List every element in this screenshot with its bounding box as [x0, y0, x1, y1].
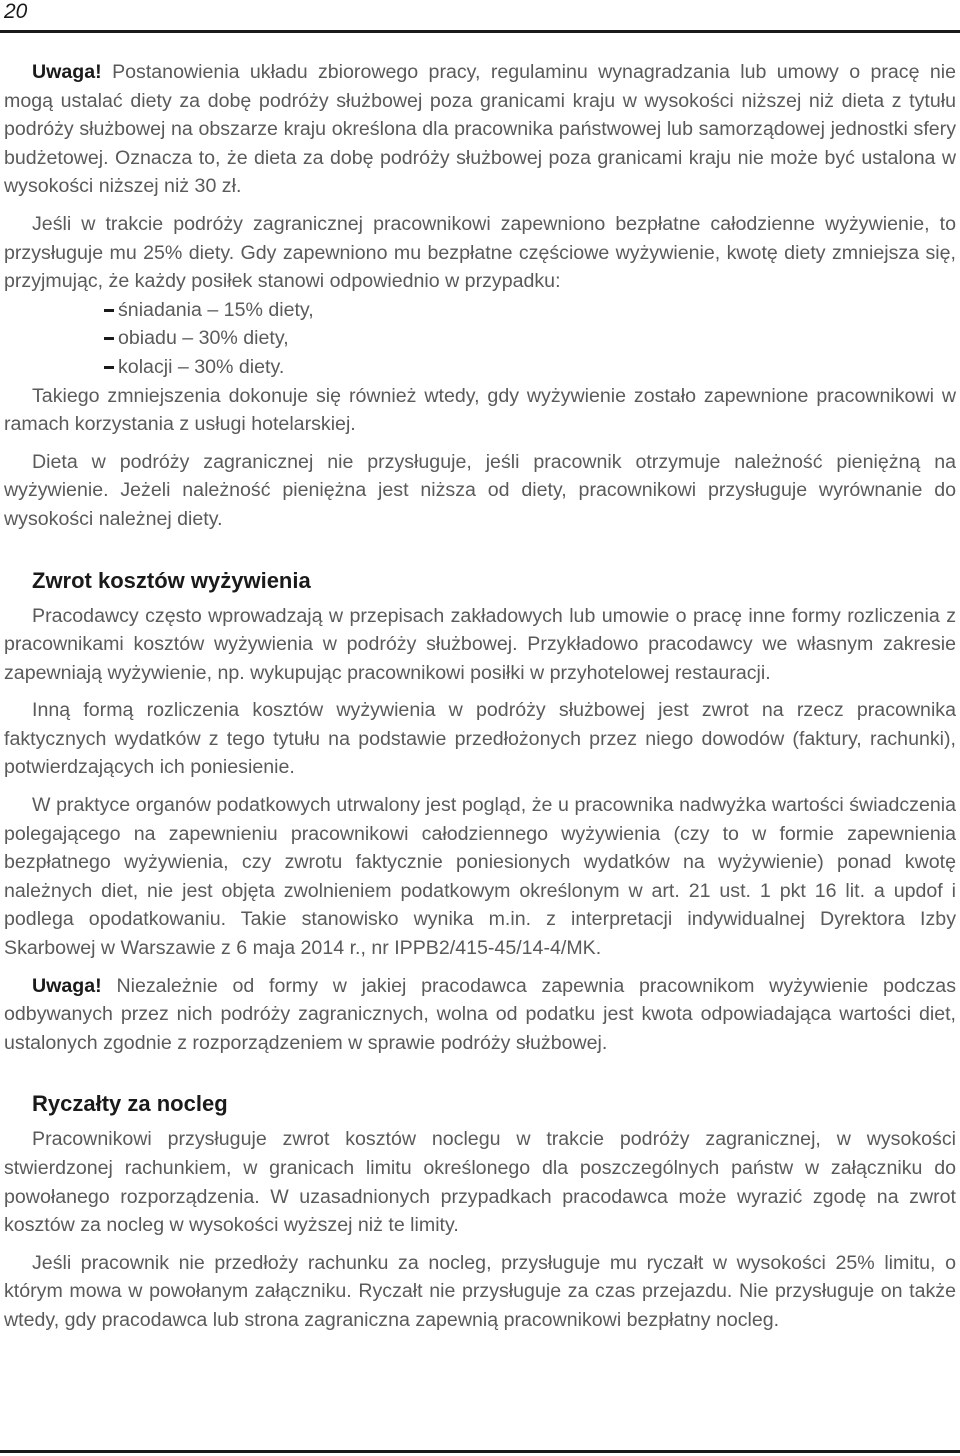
paragraph-text: Gdy zapewniono mu bezpłatne częściowe wyżywienie, kwotę diety zmniejsza się, przyjmując, że każdy posiłek stanowi odpowiednio w przypadku: [4, 241, 956, 293]
meal-list [4, 296, 956, 382]
bottom-rule [0, 1450, 960, 1453]
paragraph-uwaga-2 [4, 972, 956, 1058]
paragraph-text: Postanowienia układu zbiorowego pracy, regulaminu wynagradzania lub umowy o pracę nie mogą ustalać diety za dobę podróży służbowej poza granicami kraju w wysokości niższej niż dieta z tytułu podróży służbowej na obszarze kraju określona dla pracownika państwowej lub samorządowej jednostki sfery budżetowej. [4, 61, 956, 169]
list-item-text: kolacji – 30% diety. [118, 355, 285, 378]
dash-bullet [104, 309, 114, 312]
paragraph-text: Jeśli w trakcie podróży zagranicznej pracownikowi zapewniono bezpłatne całodzienne wyżywienie, to przysługuje mu 25% diety. [4, 212, 956, 264]
paragraph [4, 382, 956, 439]
page-content [4, 58, 956, 1344]
list-item [104, 296, 956, 325]
list-item-text: obiadu – 30% diety, [118, 327, 289, 350]
paragraph-text: Pracodawcy często wprowadzają w przepisach zakładowych lub umowie o pracę inne formy rozliczenia z pracownikami kosztów wyżywienia w podróży służbowej. Przykładowo pracodawcy we własnym zakresie zapewniają wyżywienie, np. wykupując pracownikowi posiłki w przyhotelowej restauracji. [4, 604, 956, 684]
uwaga-label: Uwaga! [32, 974, 102, 997]
paragraph-text: Oznacza to, że dieta za dobę podróży służbowej poza granicami kraju nie może być ustalona w wysokości niższej niż 30 zł. [4, 146, 956, 198]
paragraph-text: Niezależnie od formy w jakiej pracodawca zapewnia pracownikom wyżywienie podczas odbywanych przez nich podróży zagranicznych, wolna od podatku jest kwota odpowiadająca wartości diet, ustalonych zgodnie z rozporządzeniem w sprawie podróży służbowej. [4, 974, 957, 1054]
paragraph-uwaga-1 [4, 58, 956, 201]
dash-bullet [104, 366, 114, 369]
paragraph [4, 448, 956, 534]
paragraph [4, 602, 956, 688]
paragraph-text: Dieta w podróży zagranicznej nie przysługuje, jeśli pracownik otrzymuje należność pieniężną na wyżywienie. Jeżeli należność pieniężna jest niższa od diety, pracownikowi przysługuje wyrównanie do wysokości należnej diety. [4, 450, 956, 530]
paragraph-text: Inną formą rozliczenia kosztów wyżywienia w podróży służbowej jest zwrot na rzecz pracownika faktycznych wydatków z tego tytułu na podstawie przedłożonych przez niego dowodów (faktury, rachunki), potwierdzających ich poniesienie. [4, 699, 956, 779]
uwaga-label: Uwaga! [32, 61, 102, 83]
paragraph [4, 1249, 956, 1335]
paragraph [4, 696, 956, 782]
list-item [104, 353, 956, 382]
paragraph-text: Takiego zmniejszenia dokonuje się również wtedy, gdy wyżywienie zostało zapewnione pracownikowi w ramach korzystania z usługi hotelarskiej. [4, 384, 956, 436]
paragraph-text: Pracownikowi przysługuje zwrot kosztów noclegu w trakcie podróży zagranicznej, w wysokości stwierdzonej rachunkiem, w granicach limitu określonego dla poszczególnych państw w załączniku do powołanego rozporządzenia. W uzasadnionych przypadkach pracodawca może wyrazić zgodę na zwrot kosztów za nocleg w wysokości wyższej niż te limity. [4, 1128, 956, 1237]
paragraph [4, 210, 956, 296]
page-number: 20 [4, 0, 28, 23]
list-item-text: śniadania – 15% diety, [118, 298, 314, 321]
paragraph [4, 1125, 956, 1239]
paragraph [4, 791, 956, 963]
paragraph-text: W praktyce organów podatkowych utrwalony jest pogląd, że u pracownika nadwyżka wartości świadczenia polegającego na zapewnieniu pracownikowi całodziennego wyżywienia (czy to w formie zapewnienia bezpłatnego wyżywienia, czy zwrotu faktycznie poniesionych wydatków na wyżywienie) ponad kwotę należnych diet, nie jest objęta zwolnieniem podatkowym określonym w art. 21 ust. 1 pkt 16 lit. a updof i podlega opodatkowaniu. Takie stanowisko wynika m.in. z interpretacji indywidualnej Dyrektora Izby Skarbowej w Warszawie z 6 maja 2014 r., nr IPPB2/415-45/14-4/MK. [4, 794, 956, 960]
paragraph-text: Jeśli pracownik nie przedłoży rachunku za nocleg, przysługuje mu ryczałt w wysokości 25% limitu, o którym mowa w powołanym załączniku. Ryczałt nie przysługuje za czas przejazdu. Nie przysługuje on także wtedy, gdy pracodawca lub strona zagraniczna zapewnią pracownikowi bezpłatny nocleg. [4, 1251, 956, 1331]
section-heading: Zwrot kosztów wyżywienia [32, 567, 311, 593]
top-rule [0, 30, 960, 33]
dash-bullet [104, 337, 114, 340]
list-item [104, 324, 956, 353]
section-heading: Ryczałty za nocleg [32, 1091, 228, 1117]
